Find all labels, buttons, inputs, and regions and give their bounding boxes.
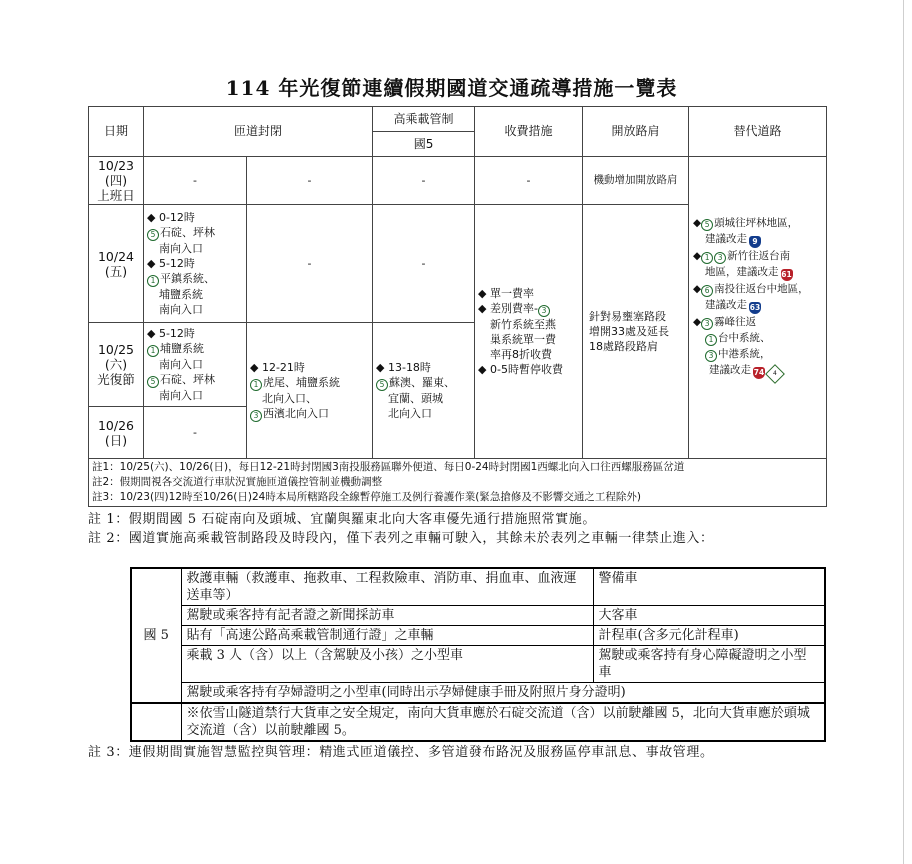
route-6-icon: 6 (701, 285, 713, 297)
page-title: 114 年光復節連續假期國道交通疏導措施一覽表 (225, 76, 678, 100)
highway-63-icon: 63 (749, 303, 761, 312)
header-alt: 替代道路 (689, 107, 827, 157)
route-5-icon: 5 (701, 219, 713, 231)
highway-74-icon: 74 (753, 368, 765, 377)
note-1: 註 1：假期間國 5 石碇南向及頭城、宜蘭與羅東北向大客車優先通行措施照常實施。 (88, 512, 596, 527)
alt-routes: ◆ 5 頭城往坪林地區， 建議改走 9 ◆ 1 3 新竹往返台南 地區，建議改走 61 ◆ 6 南投往返台中地區， 建議改走 63 ◆ 3 霧峰往返 1 台中系統、 3 中港系統， 建議改走 74 4 (693, 215, 828, 381)
route-1-icon: 1 (705, 334, 717, 346)
county-road-4-icon: 4 (765, 364, 785, 384)
hov-row-right: 計程車(含多元化計程車) (593, 626, 825, 646)
hov-row-left: 救護車輛（救護車、拖救車、工程救險車、消防車、捐血車、血液運送車等） (181, 568, 593, 606)
note-2: 註 2：國道實施高乘載管制路段及時段內，僅下表列之車輛可駛入，其餘未於表列之車輛一律禁止進入： (88, 531, 714, 546)
date-cell-1024: 10/24 (五) (89, 205, 144, 323)
hov-row-right: 警備車 (593, 568, 825, 606)
note-3: 註 3：連假期間實施智慧監控與管理：精進式匝道儀控、多管道發布路況及服務區停車訊息、事故管理。 (88, 745, 714, 760)
route-1-icon: 1 (701, 252, 713, 264)
route-3-icon: 3 (538, 305, 550, 317)
footnote-2: 註2：假期間視各交流道行車狀況實施匝道儀控管制並機動調整 (92, 476, 383, 488)
hov-group-label: 國 5 (131, 568, 181, 703)
route-3-icon: 3 (705, 350, 717, 362)
hov-row-left: 乘載 3 人（含）以上（含駕駛及小孩）之小型車 (181, 646, 593, 683)
date-cell-1025: 10/25 (六) 光復節 (89, 323, 144, 407)
date-cell-1023: 10/23 (四) 上班日 (89, 157, 144, 205)
hov-footer: ※依雪山隧道禁行大貨車之安全規定，南向大貨車應於石碇交流道（含）以前駛離國 5，北向大貨車應於頭城交流道（含）以前駛離國 5。 (181, 703, 825, 741)
hov-footer-spacer (131, 703, 181, 741)
ramp-a-1026: - (144, 407, 247, 459)
date-cell-1026: 10/26 (日) (89, 407, 144, 459)
hov-cell: ◆ 13-18時 5 蘇澳、羅東、 宜蘭、頭城 北向入口 (373, 323, 475, 459)
route-5-icon: 5 (376, 379, 388, 391)
route-3-icon: 3 (701, 318, 713, 330)
hov-row-left: 貼有「高速公路高乘載管制通行證」之車輛 (181, 626, 593, 646)
ramp-a-1025: ◆ 5-12時 1 埔鹽系統 南向入口 5 石碇、坪林 南向入口 (144, 323, 247, 407)
ramp-b-cell: ◆ 12-21時 1 虎尾、埔鹽系統 北向入口、 3 西濱北向入口 (247, 323, 373, 459)
ramp-b-1023: - (247, 157, 373, 205)
header-date: 日期 (89, 107, 144, 157)
route-1-icon: 1 (147, 345, 159, 357)
ramp-a-1023: - (144, 157, 247, 205)
hov-row-right: 大客車 (593, 606, 825, 626)
hov-1023: - (373, 157, 475, 205)
route-1-icon: 1 (250, 379, 262, 391)
ramp-b-1024: - (247, 205, 373, 323)
header-toll: 收費措施 (475, 107, 583, 157)
route-5-icon: 5 (147, 229, 159, 241)
route-5-icon: 5 (147, 376, 159, 388)
highway-61-icon: 61 (781, 270, 792, 279)
hov-full-row: 駕駛或乘客持有孕婦證明之小型車(同時出示孕婦健康手冊及附照片身分證明) (181, 683, 825, 704)
hov-row-left: 駕駛或乘客持有記者證之新聞採訪車 (181, 606, 593, 626)
footnote-1: 註1：10/25(六)、10/26(日)，每日12-21時封閉國3南投服務區聯外便道、每日0-24時封閉國1西螺北向入口往西螺服務區岔道 (92, 461, 685, 473)
header-hov-sub: 國5 (373, 132, 475, 157)
shoulder-1023: 機動增加開放路肩 (583, 157, 689, 205)
table-footnotes (89, 459, 827, 507)
route-3-icon: 3 (250, 410, 262, 422)
highway-9-icon: 9 (749, 236, 761, 248)
toll-1023: - (475, 157, 583, 205)
hov-1024: - (373, 205, 475, 323)
toll-cell: ◆ 單一費率 ◆ 差別費率- 3 新竹系統至燕 巢系統單一費 率再8折收費 ◆ 0-5時暫停收費 (475, 205, 583, 459)
header-hov: 高乘載管制 (373, 107, 475, 132)
shoulder-cell: 針對易壅塞路段 增開33處及延長 18處路段路肩 (583, 205, 689, 459)
header-shoulder: 開放路肩 (583, 107, 689, 157)
hov-row-right: 駕駛或乘客持有身心障礙證明之小型車 (593, 646, 825, 683)
footnote-3: 註3：10/23(四)12時至10/26(日)24時本局所轄路段全線暫停施工及例行養護作業(緊急搶修及不影響交通之工程除外) (92, 491, 641, 503)
route-1-icon: 1 (147, 275, 159, 287)
route-3-icon: 3 (714, 252, 726, 264)
hov-vehicle-table (130, 567, 826, 742)
ramp-a-1024: ◆ 0-12時 5 石碇、坪林 南向入口 ◆ 5-12時 1 平鎮系統、 埔鹽系統 南向入口 (144, 205, 247, 323)
header-ramp: 匝道封閉 (144, 107, 373, 157)
